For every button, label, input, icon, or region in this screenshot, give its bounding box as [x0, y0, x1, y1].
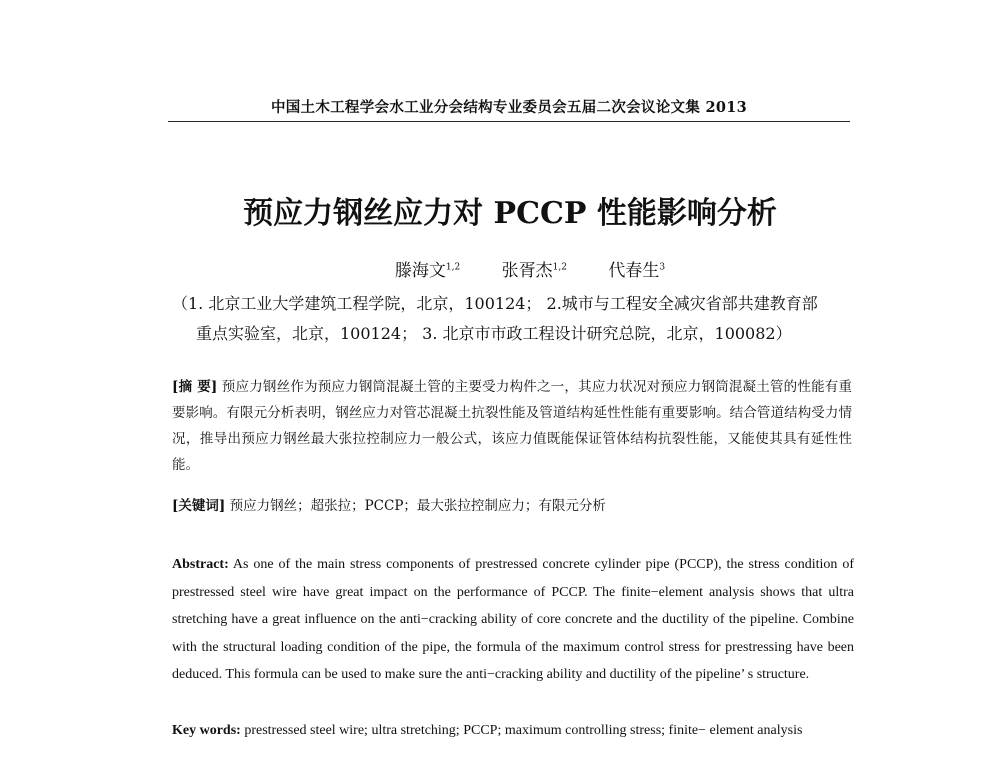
keywords-text-en: prestressed steel wire; ultra stretching; PCCP; maximum controlling stress; finite− element analysis — [244, 723, 803, 738]
english-keywords — [172, 723, 854, 739]
affiliation-line-1: （1. 北京工业大学建筑工程学院，北京，100124； 2.城市与工程安全减灾省部共建教育部 — [172, 294, 818, 313]
author-2 — [502, 261, 567, 281]
chinese-abstract — [172, 374, 852, 478]
running-header: 中国土木工程学会水工业分会结构专业委员会五届二次会议论文集 2013 — [270, 99, 748, 116]
author-name: 张胥杰 — [501, 261, 553, 281]
keywords-text-cn: 预应力钢丝；超张拉；PCCP；最大张拉控制应力；有限元分析 — [229, 498, 606, 514]
author-list — [300, 256, 760, 281]
abstract-label-en: Abstract: — [172, 557, 229, 572]
header-rule — [168, 121, 850, 122]
abstract-text-cn: 预应力钢丝作为预应力钢筒混凝土管的主要受力构件之一，其应力状况对预应力钢筒混凝土管的性能有重要影响。有限元分析表明，钢丝应力对管芯混凝土抗裂性能及管道结构延性性能有重要影响。结合管道结构受力情况，推导出预应力钢丝最大张拉控制应力一般公式，该应力值既能保证管体结构抗裂性能，又能使其具有延性性能。 — [172, 379, 852, 473]
author-affil-mark: 1,2 — [445, 262, 461, 273]
chinese-keywords — [172, 494, 852, 514]
abstract-text-en: As one of the main stress components of prestressed concrete cylinder pipe (PCCP), the stress condition of prestressed steel wire have great impact on the performance of PCCP. The finite−element analysis shows that ultra stretching have a great influence on the anti−cracking ability of core concrete and the ductility of the pipeline. Combine with the structural loading condition of the pipe, the formula of the maximum control stress for prestressing have been deduced. This formula can be used to make sure the anti−cracking ability and ductility of the pipeline’ s structure. — [172, 557, 854, 683]
paper-title: 预应力钢丝应力对 PCCP 性能影响分析 — [243, 196, 777, 231]
author-name: 滕海文 — [394, 261, 446, 281]
author-1 — [395, 261, 460, 281]
author-3 — [608, 261, 665, 281]
english-abstract — [172, 551, 854, 689]
keywords-label-en: Key words: — [172, 723, 241, 738]
author-affil-mark: 1,2 — [552, 262, 567, 273]
abstract-label-cn: [摘 要] — [172, 379, 218, 395]
keywords-label-cn: [关键词] — [172, 498, 226, 514]
author-affil-mark: 3 — [659, 262, 666, 273]
affiliation-line-2: 重点实验室，北京，100124； 3. 北京市市政工程设计研究总院，北京，100082） — [196, 324, 792, 343]
author-name: 代春生 — [608, 261, 660, 281]
